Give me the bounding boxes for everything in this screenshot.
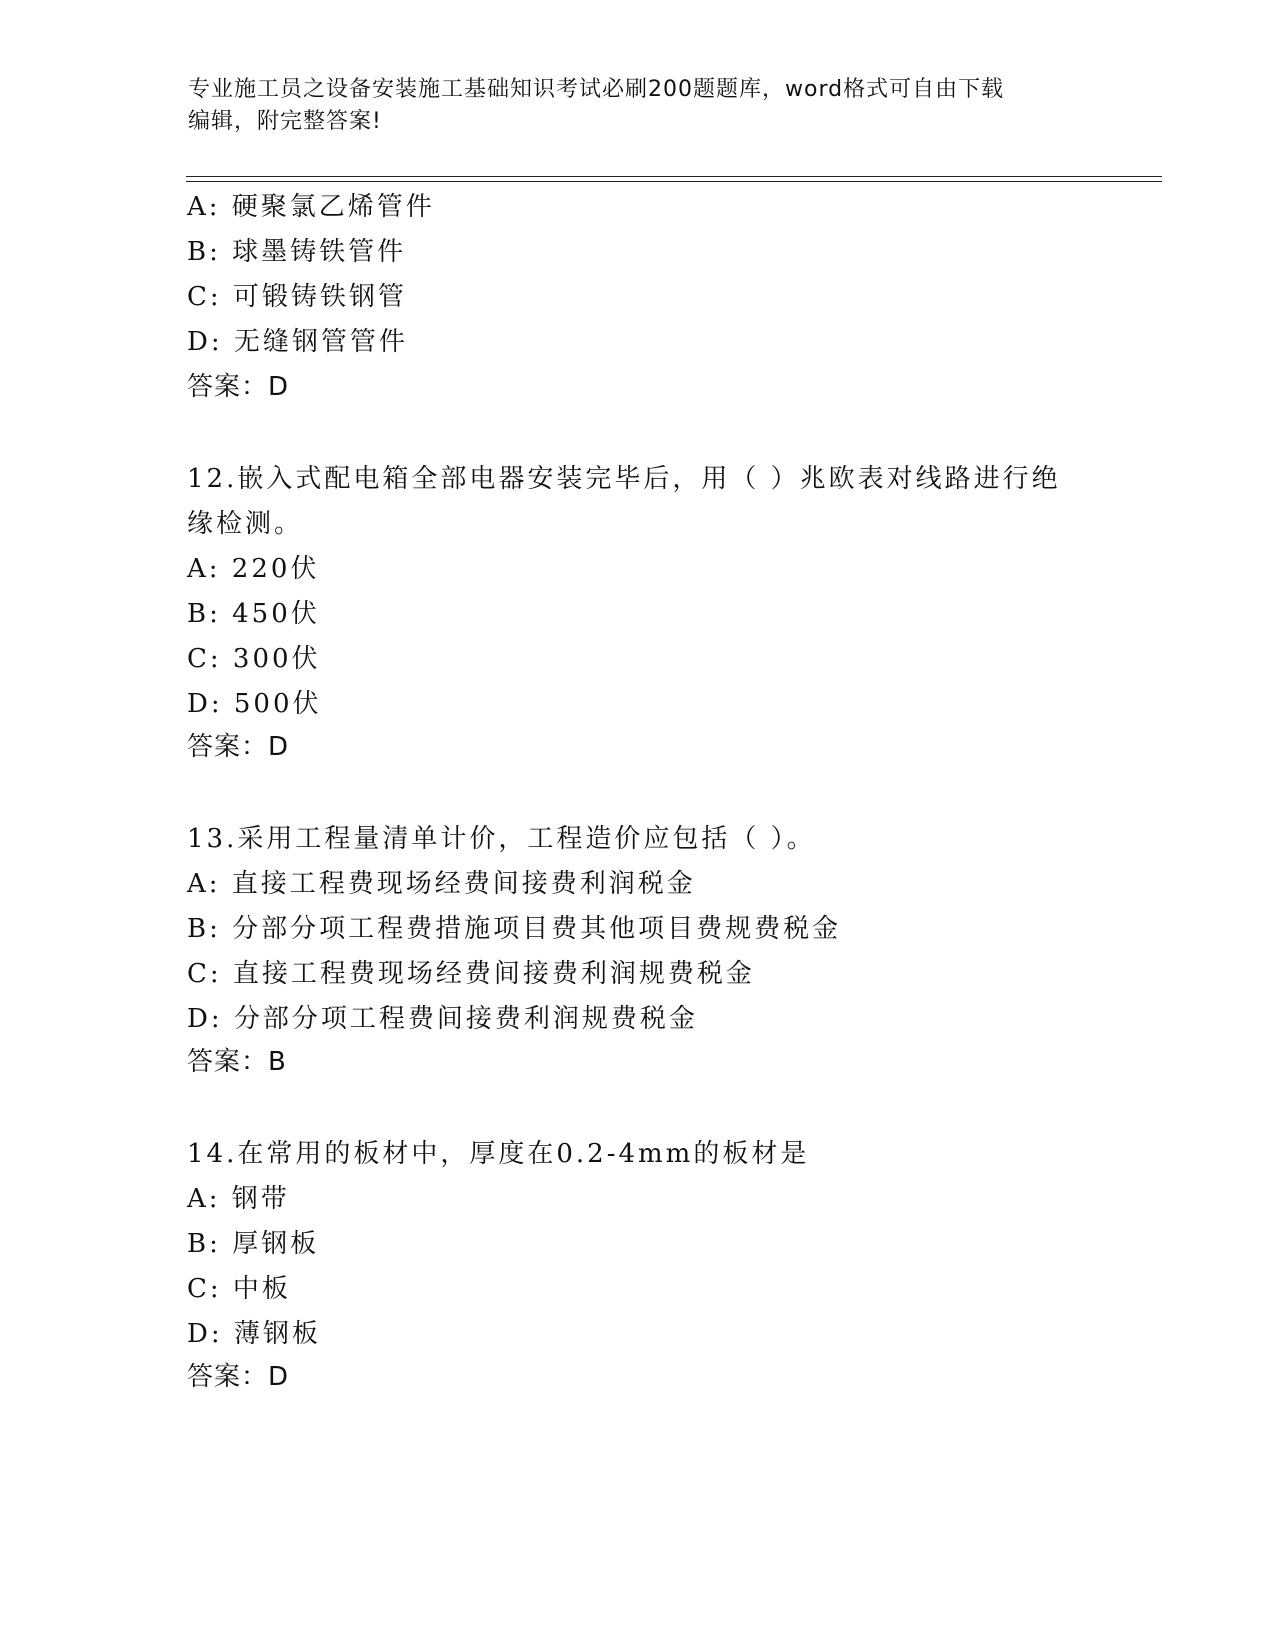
q14-stem: 14.在常用的板材中，厚度在0.2-4mm的板材是 [187, 1139, 810, 1169]
q14-answer: 答案：D [187, 1362, 290, 1392]
q11-option-a: A: 硬聚氯乙烯管件 [187, 192, 435, 222]
q12-stem-line1: 12.嵌入式配电箱全部电器安装完毕后，用（ ）兆欧表对线路进行绝 [187, 464, 1061, 494]
q14-option-a: A: 钢带 [187, 1184, 290, 1214]
header-divider-top [186, 176, 1162, 177]
header-title-line1: 专业施工员之设备安装施工基础知识考试必刷200题题库，word格式可自由下载 [188, 77, 1005, 102]
q12-option-b: B: 450伏 [187, 599, 320, 629]
header-divider-bottom [186, 181, 1162, 182]
q11-option-b: B: 球墨铸铁管件 [187, 237, 407, 267]
document-header [188, 74, 1088, 138]
q11-answer: 答案：D [187, 372, 290, 402]
q11-option-d: D: 无缝钢管管件 [187, 327, 408, 357]
q13-option-b: B: 分部分项工程费措施项目费其他项目费规费税金 [187, 914, 842, 944]
q12-answer: 答案：D [187, 732, 290, 762]
q12-option-c: C: 300伏 [187, 644, 321, 674]
q12-stem-line2: 缘检测。 [187, 509, 304, 539]
q14-option-c: C: 中板 [187, 1274, 291, 1304]
q13-stem: 13.采用工程量清单计价，工程造价应包括（ ）。 [187, 824, 816, 854]
q13-option-c: C: 直接工程费现场经费间接费利润规费税金 [187, 959, 755, 989]
q13-option-a: A: 直接工程费现场经费间接费利润税金 [187, 869, 696, 899]
q14-option-b: B: 厚钢板 [187, 1229, 320, 1259]
q11-option-c: C: 可锻铸铁钢管 [187, 282, 407, 312]
q12-option-d: D: 500伏 [187, 689, 322, 719]
q14-option-d: D: 薄钢板 [187, 1319, 321, 1349]
q13-option-d: D: 分部分项工程费间接费利润规费税金 [187, 1004, 698, 1034]
q12-option-a: A: 220伏 [187, 554, 320, 584]
header-title-line2: 编辑，附完整答案! [188, 109, 382, 134]
q13-answer: 答案：B [187, 1047, 287, 1077]
